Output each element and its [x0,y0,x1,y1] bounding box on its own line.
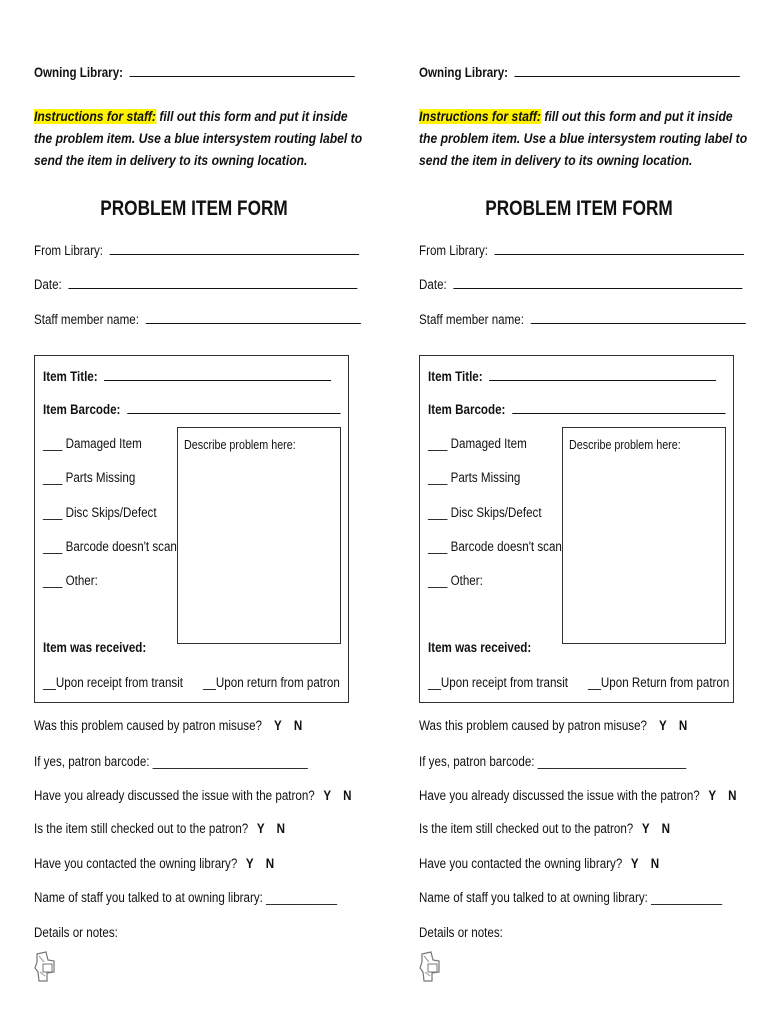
option-parts-missing[interactable]: ___ Parts Missing [428,470,521,485]
misuse-question [419,718,687,733]
staff-talked-row: Name of staff you talked to at owning library: ___________ [419,890,723,905]
date-row [419,276,742,292]
checked-out-question-text: Is the item still checked out to the patron? [419,821,634,836]
misuse-yes[interactable]: Y [659,718,667,733]
item-title-row [43,368,331,384]
owning-library-row [419,64,740,80]
date-row [34,276,357,292]
misuse-yes[interactable]: Y [274,718,282,733]
item-received-label: Item was received: [43,640,147,655]
patron-barcode-row: If yes, patron barcode: _______________________ [419,754,687,769]
item-title-field[interactable] [489,368,716,381]
discussed-question [419,788,737,803]
item-barcode-field[interactable] [512,401,725,414]
from-library-row [419,242,744,258]
contacted-question-text: Have you contacted the owning library? [419,856,623,871]
option-parts-missing[interactable]: ___ Parts Missing [43,470,136,485]
instructions-text: fill out this form and put it inside the problem item. Use a blue intersystem routing label to send the item in delivery to its owning location. [34,109,363,168]
instructions [34,106,363,172]
checked-out-yes[interactable]: Y [256,821,265,836]
option-disc-skips[interactable]: ___ Disc Skips/Defect [428,505,542,520]
item-title-label: Item Title: [428,369,483,384]
instructions-lead: Instructions for staff: [419,109,541,124]
item-barcode-label: Item Barcode: [43,402,121,417]
discussed-question [34,788,352,803]
contacted-question-text: Have you contacted the owning library? [34,856,238,871]
checked-out-question-text: Is the item still checked out to the patron? [34,821,249,836]
option-other[interactable]: ___ Other: [428,573,483,588]
checked-out-question [419,821,670,836]
option-barcode-scan[interactable]: ___ Barcode doesn't scan [43,539,177,554]
form-title: PROBLEM ITEM FORM [100,197,288,220]
staff-name-field[interactable] [146,311,361,324]
contacted-no[interactable]: N [265,856,275,871]
owning-library-label: Owning Library: [34,65,124,80]
discussed-yes[interactable]: Y [323,788,332,803]
describe-problem-label: Describe problem here: [184,438,296,452]
option-disc-skips[interactable]: ___ Disc Skips/Defect [43,505,157,520]
receipt-from-transit-option[interactable]: __Upon receipt from transit [428,675,569,690]
contacted-no[interactable]: N [650,856,660,871]
staff-name-label: Staff member name: [34,312,139,327]
staff-talked-row: Name of staff you talked to at owning library: ___________ [34,890,338,905]
option-damaged[interactable]: ___ Damaged Item [428,436,527,451]
receipt-from-transit-option[interactable]: __Upon receipt from transit [43,675,184,690]
staff-name-label: Staff member name: [419,312,524,327]
contacted-yes[interactable]: Y [630,856,639,871]
date-field[interactable] [68,276,357,289]
misuse-question [34,718,302,733]
staff-name-field[interactable] [531,311,746,324]
library-logo-icon [34,950,56,984]
owning-library-row [34,64,355,80]
date-label: Date: [419,277,447,292]
option-other[interactable]: ___ Other: [43,573,98,588]
from-library-label: From Library: [419,243,489,258]
option-damaged[interactable]: ___ Damaged Item [43,436,142,451]
discussed-yes[interactable]: Y [708,788,717,803]
discussed-no[interactable]: N [728,788,737,803]
owning-library-field[interactable] [515,64,740,77]
discussed-question-text: Have you already discussed the issue with the patron? [419,788,700,803]
describe-problem-box[interactable] [562,427,726,644]
checked-out-question [34,821,285,836]
misuse-no[interactable]: N [293,718,303,733]
describe-problem-box[interactable] [177,427,341,644]
misuse-no[interactable]: N [678,718,688,733]
date-label: Date: [34,277,62,292]
describe-problem-label: Describe problem here: [569,438,681,452]
owning-library-label: Owning Library: [419,65,509,80]
details-notes-label: Details or notes: [419,925,503,940]
item-title-label: Item Title: [43,369,98,384]
item-title-row [428,368,716,384]
misuse-question-text: Was this problem caused by patron misuse? [419,718,648,733]
item-title-field[interactable] [104,368,331,381]
option-barcode-scan[interactable]: ___ Barcode doesn't scan [428,539,562,554]
instructions [419,106,748,172]
contacted-yes[interactable]: Y [245,856,254,871]
from-library-row [34,242,359,258]
contacted-question [34,856,274,871]
item-barcode-label: Item Barcode: [428,402,506,417]
item-details-box [419,355,734,703]
staff-name-row [34,311,361,327]
form-title: PROBLEM ITEM FORM [485,197,673,220]
details-notes-label: Details or notes: [34,925,118,940]
patron-barcode-row: If yes, patron barcode: ________________________ [34,754,308,769]
date-field[interactable] [453,276,742,289]
from-library-field[interactable] [110,242,359,255]
owning-library-field[interactable] [130,64,355,77]
discussed-no[interactable]: N [343,788,352,803]
discussed-question-text: Have you already discussed the issue with the patron? [34,788,315,803]
item-received-label: Item was received: [428,640,532,655]
from-library-label: From Library: [34,243,104,258]
from-library-field[interactable] [495,242,744,255]
item-barcode-row [43,401,340,417]
contacted-question [419,856,659,871]
library-logo-icon [419,950,441,984]
item-details-box [34,355,349,703]
item-barcode-field[interactable] [127,401,340,414]
checked-out-no[interactable]: N [276,821,286,836]
checked-out-no[interactable]: N [661,821,671,836]
item-barcode-row [428,401,725,417]
checked-out-yes[interactable]: Y [641,821,650,836]
return-from-patron-option[interactable]: __Upon Return from patron [588,675,730,690]
staff-name-row [419,311,746,327]
misuse-question-text: Was this problem caused by patron misuse? [34,718,263,733]
instructions-text: fill out this form and put it inside the problem item. Use a blue intersystem routing label to send the item in delivery to its owning location. [419,109,748,168]
return-from-patron-option[interactable]: __Upon return from patron [203,675,340,690]
instructions-lead: Instructions for staff: [34,109,156,124]
